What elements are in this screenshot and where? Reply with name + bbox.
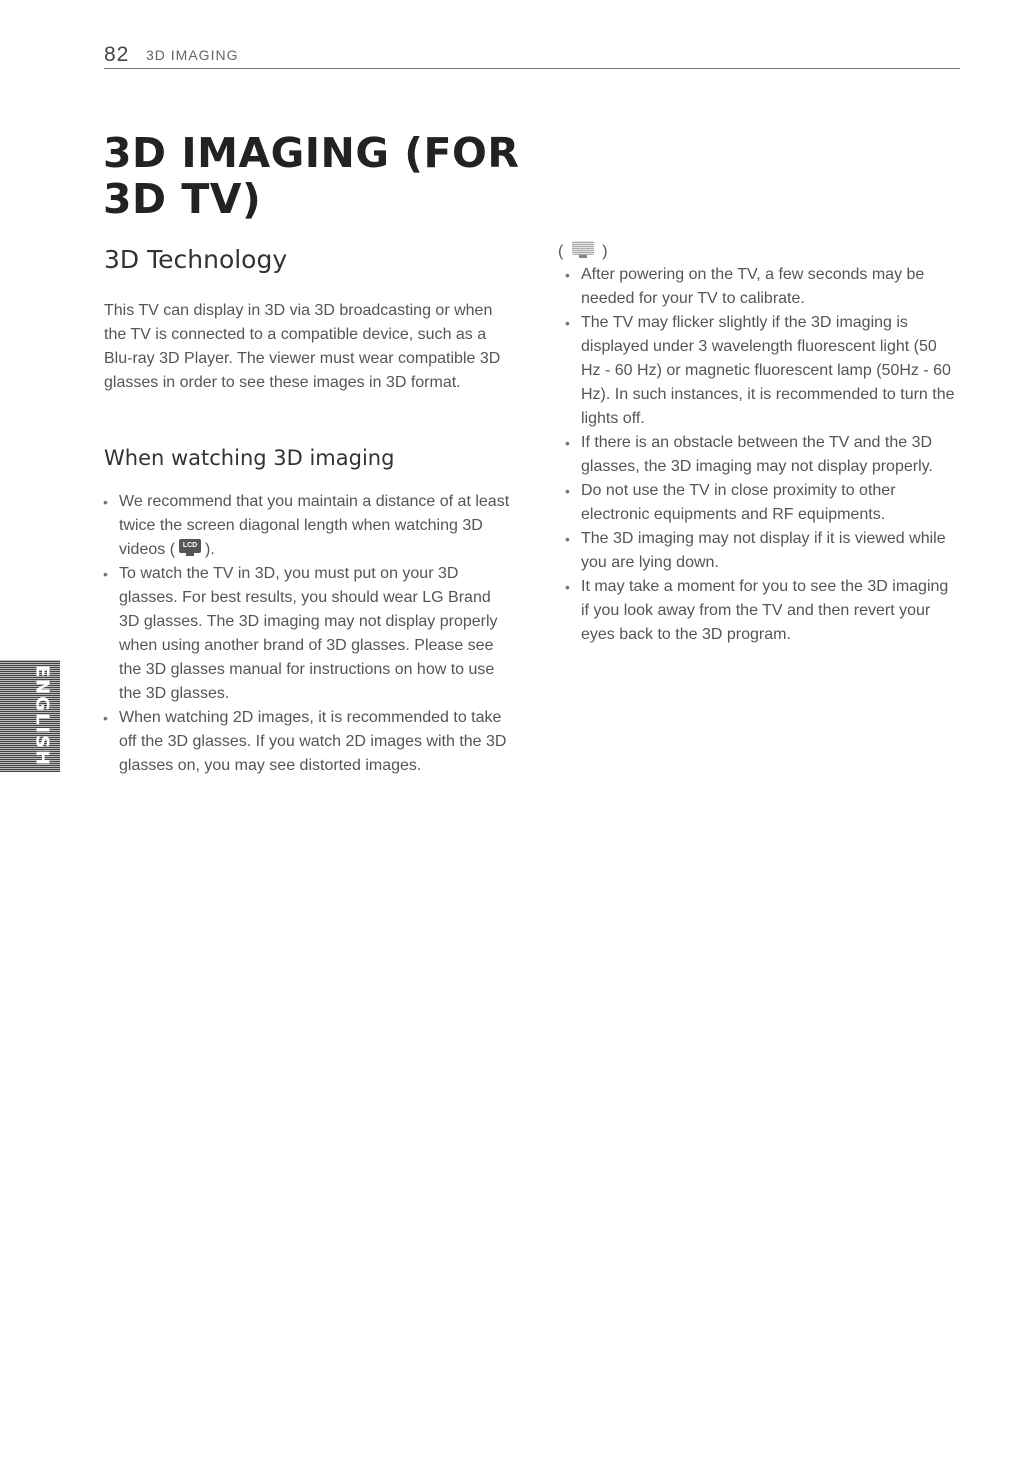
list-item: • If there is an obstacle between the TV and the 3D glasses, the 3D imaging may not display properly.: [565, 431, 955, 479]
list-item: • The TV may flicker slightly if the 3D imaging is displayed under 3 wavelength fluorescent light (50 Hz - 60 Hz) or magnetic fluorescent lamp (50Hz - 60 Hz). In such instances, it is recommended to turn the lights off.: [565, 311, 955, 431]
list-item: [103, 490, 513, 562]
watching-bullet-list: [103, 490, 513, 778]
header-section-name: 3D IMAGING: [146, 47, 239, 63]
plasma-tv-icon: [568, 241, 598, 259]
bullet-text-end: ).: [205, 541, 215, 558]
plasma-section-marker: [558, 241, 608, 261]
list-item: • When watching 2D images, it is recommended to take off the 3D glasses. If you watch 2D images with the 3D glasses on, you may see distorted images.: [103, 706, 513, 778]
technology-body: This TV can display in 3D via 3D broadcasting or when the TV is connected to a compatible device, such as a Blu-ray 3D Player. The viewer must wear compatible 3D glasses in order to see these images in 3D format.: [104, 302, 501, 391]
page-title: 3D IMAGING (FOR 3D TV): [103, 129, 520, 223]
list-item: • After powering on the TV, a few seconds may be needed for your TV to calibrate.: [565, 263, 955, 311]
lcd-tv-icon: [175, 539, 205, 557]
technology-heading: 3D Technology: [104, 245, 288, 274]
list-item: • Do not use the TV in close proximity to other electronic equipments and RF equipments.: [565, 479, 955, 527]
bullet-text: We recommend that you maintain a distance of at least twice the screen diagonal length when watching 3D videos (: [119, 493, 510, 558]
plasma-bullet-list: [565, 263, 955, 647]
page-number: 82: [104, 43, 130, 66]
close-paren: ): [602, 243, 608, 260]
list-item: • To watch the TV in 3D, you must put on your 3D glasses. For best results, you should wear LG Brand 3D glasses. The 3D imaging may not display properly when using another brand of 3D glasses. Please see the 3D glasses manual for instructions on how to use the 3D glasses.: [103, 562, 513, 706]
list-item: • The 3D imaging may not display if it is viewed while you are lying down.: [565, 527, 955, 575]
lcd-icon-label: LCD: [179, 539, 201, 553]
open-paren: (: [558, 243, 564, 260]
language-tab-label: ENGLISH: [31, 664, 53, 768]
page-header: [104, 40, 960, 69]
list-item: • It may take a moment for you to see the 3D imaging if you look away from the TV and then revert your eyes back to the 3D program.: [565, 575, 955, 647]
watching-heading: When watching 3D imaging: [104, 446, 395, 470]
